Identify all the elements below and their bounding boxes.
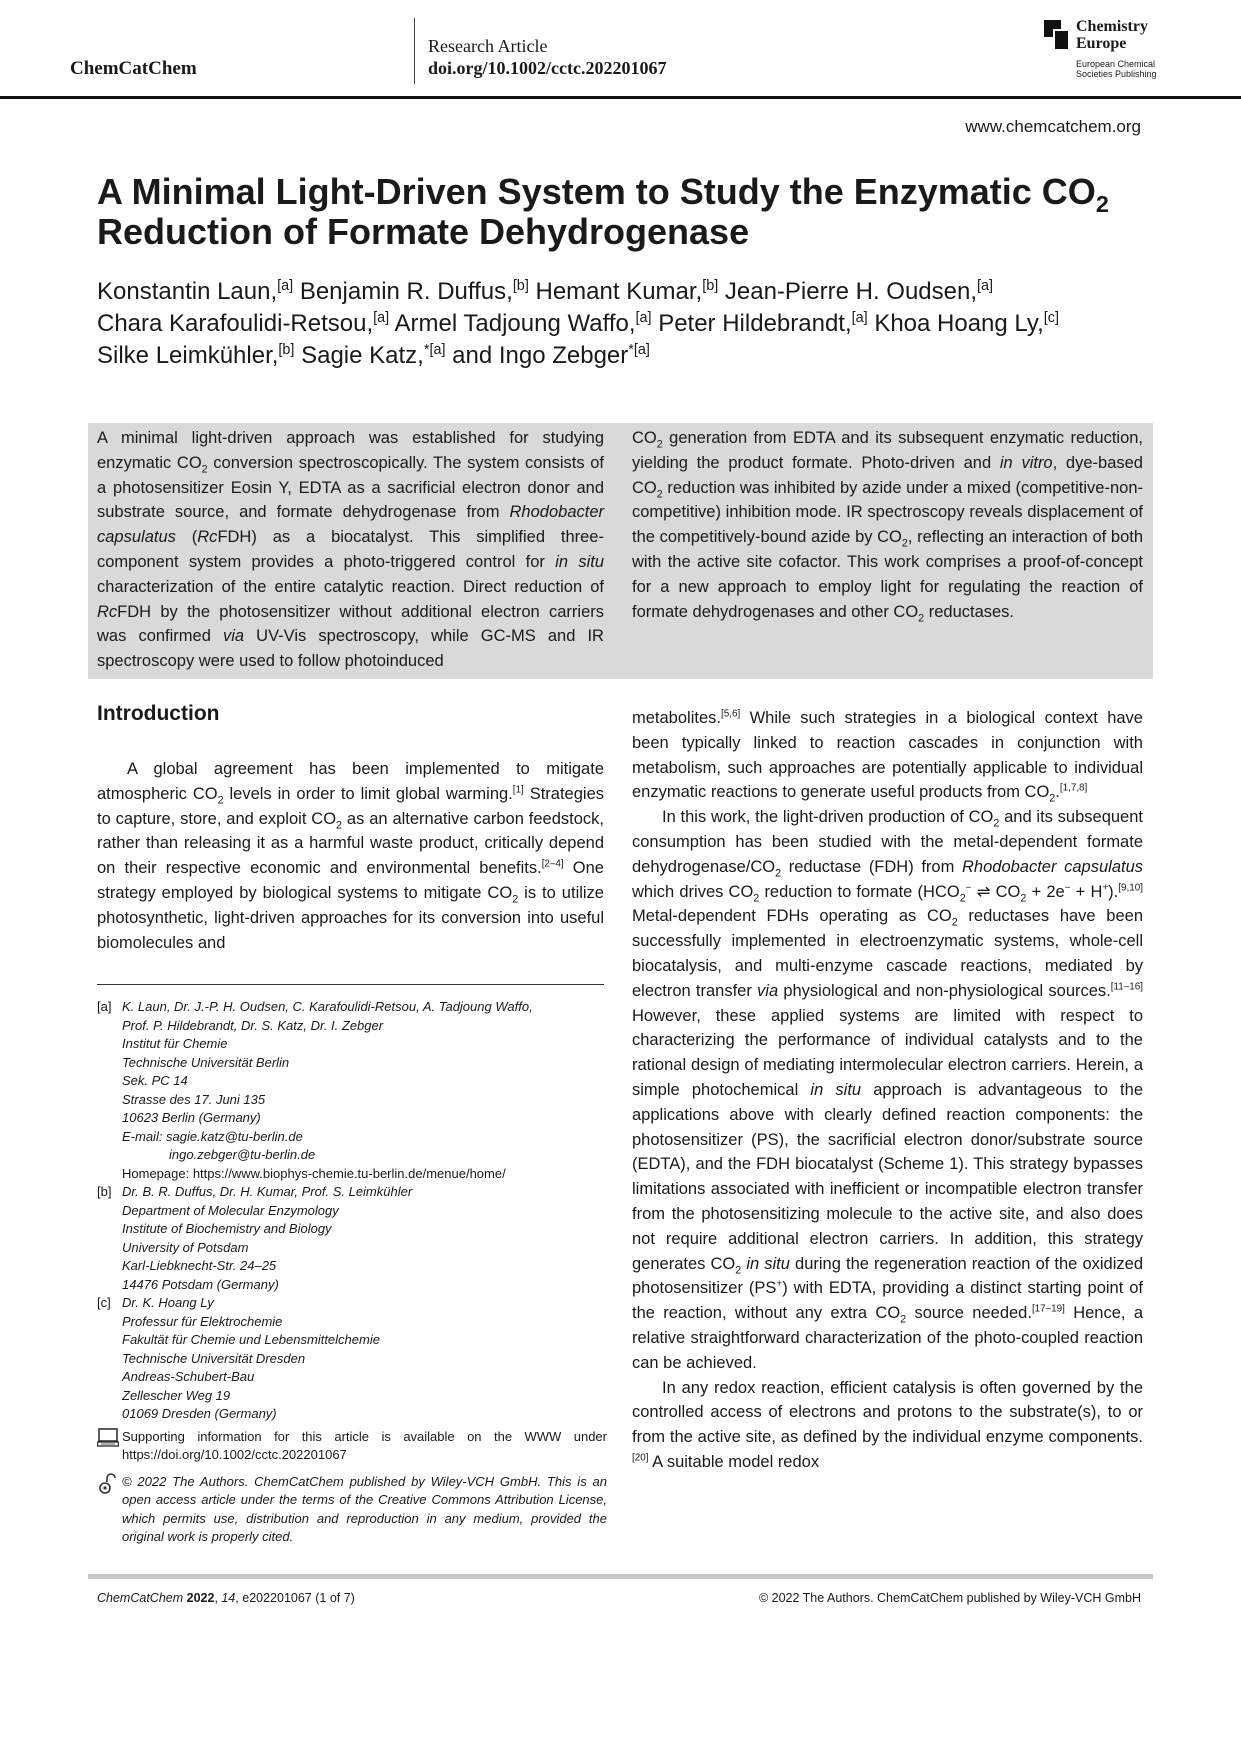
citation-ref[interactable]: [2–4] <box>541 858 564 870</box>
subscript: 2 <box>336 818 343 831</box>
article-title <box>97 172 1157 252</box>
logo-line-2: Europe <box>1076 35 1127 52</box>
journal-url-link[interactable]: www.chemcatchem.org <box>965 117 1141 136</box>
affiliation-c <box>97 1294 607 1424</box>
affiliation-line: Technische Universität Dresden <box>122 1350 306 1366</box>
affiliation-line: Sek. PC 14 <box>122 1073 188 1088</box>
affiliation-line: Karl-Liebknecht-Str. 24–25 <box>122 1258 277 1273</box>
intro-paragraph-2: In this work, the light-driven production of $CO_2$ and its subsequent consumption has been studied with the metal-dependent formate dehydrogenase/$CO_2$ reductase (FDH) from Rhodobacter capsulatus which drives $CO_2$ reduction to formate ($HCO_2^-$ ⇌ $CO_2 + 2e^- + H^+).[9,10]$ Metal-dependent FDHs operating as $CO_2$ reductases have been successfully implemented in electroenzymatic systems, whole-cell biocatalysis, and multi-enzyme cascade reactions, mediated by electron transfer via physiological and non-physiological sources.[11–16] However, these applied systems are limited with respect to characterizing the performance of individual catalysts and to the rational design of mediating intermolecular electron carriers. Herein, a simple photochemical in situ approach is advantageous to the applications above with clearly defined reaction components: the photosensitizer (PS), the sacrificial electron donor/substrate source (EDTA), and the FDH biocatalyst (Scheme 1). This strategy bypasses limitations associated with inefficient or incompatible electron transfer from the photosensitizing molecule to the active site, and also does not require additional electron carriers. In addition, this strategy generates $CO_2$ in situ during the regeneration reaction of the oxidized photosensitizer (PS+) with EDTA, providing a distinct starting point of the reaction, without any extra $CO_2$ source needed.[17–19] Hence, a relative straightforward characterization of the photo-coupled reaction can be achieved. <box>632 808 1144 1372</box>
intro-paragraph-3: In any redox reaction, efficient catalysis is often governed by the controlled access of electrons and protons to the substrate(s), to or from the active site, as defined by the individual enzyme components.[20] A suitable model redox <box>632 1378 1143 1471</box>
author-affiliation-ref: [a] <box>277 278 294 294</box>
author-name: Armel Tadjoung Waffo, <box>394 310 636 337</box>
affiliation-line: Strasse des 17. Juni 135 <box>122 1091 266 1107</box>
italic-text: Rhodobacter capsulatus <box>97 503 604 547</box>
affiliation-line: Dr. K. Hoang Ly <box>122 1295 214 1310</box>
logo-line-3: European Chemical <box>1076 59 1156 69</box>
author-name: Jean-Pierre H. Oudsen, <box>724 278 978 305</box>
header-rule <box>0 96 1241 99</box>
author-name: Silke Leimkühler, <box>97 342 279 369</box>
subscript: 2 <box>901 537 908 550</box>
affiliation-line: Technische Universität Berlin <box>122 1054 290 1070</box>
citation-ref[interactable]: [11–16] <box>1110 981 1143 993</box>
affiliation-tag: [c] <box>97 1295 111 1310</box>
subscript: 2 <box>1020 891 1027 904</box>
affiliation-line: Professur für Elektrochemie <box>122 1313 283 1329</box>
author-affiliation-ref: *[a] <box>423 342 446 358</box>
affiliation-line: Andreas-Schubert-Bau <box>122 1369 255 1384</box>
italic-text: in situ <box>555 552 604 571</box>
footer-article-number: , e202201067 (1 of 7) <box>235 1591 355 1605</box>
citation-ref[interactable]: [5,6] <box>720 708 741 720</box>
affiliation-b <box>97 1183 607 1294</box>
abstract-right-column: $CO_2$ generation from EDTA and its subsequent enzymatic reduction, yielding the product formate. Photo-driven and in vitro, dye-based $CO_2$ reduction was inhibited by azide under a mixed (competitive-non-competitive) inhibition mode. IR spectroscopy reveals displacement of the competitively-bound azide by $CO_2$, reflecting an interaction of both with the active site cofactor. This work comprises a proof-of-concept for a new approach to employ light for regulating the reaction of formate dehydrogenases and other $CO_2$ reductases. <box>632 429 1144 624</box>
intro-paragraph-1-continued: metabolites.[5,6] While such strategies in a biological context have been typically linked to reaction cascades in conjunction with metabolism, such approaches are potentially applicable to individual enzymatic reactions to generate useful products from $CO_2.[1,7,8]$ <box>632 708 1143 805</box>
open-access-icon <box>97 1473 122 1501</box>
subscript: 2 <box>656 487 663 500</box>
affiliation-tag: [b] <box>97 1184 112 1199</box>
title-line-2: Reduction of Formate Dehydrogenase <box>97 211 750 252</box>
author-name: Chara Karafoulidi-Retsou, <box>97 310 374 337</box>
italic-text: via <box>757 981 779 1000</box>
footer-year: 2022 <box>186 1591 215 1605</box>
italic-text: Rc <box>97 602 118 621</box>
logo-line-4: Societies Publishing <box>1076 69 1157 79</box>
affiliation-line: Prof. P. Hildebrandt, Dr. S. Katz, Dr. I. Zebger <box>122 1017 384 1033</box>
footer-separator: , <box>214 1591 222 1605</box>
subscript: 2 <box>959 891 966 904</box>
italic-text: Rhodobacter capsulatus <box>962 857 1144 876</box>
affiliation-line: 10623 Berlin (Germany) <box>122 1110 261 1125</box>
footer-journal: ChemCatChem <box>97 1591 184 1605</box>
author-name: Khoa Hoang Ly, <box>874 310 1044 337</box>
superscript: − <box>1064 882 1071 894</box>
author-name: and Ingo Zebger <box>452 342 629 369</box>
footer-copyright: © 2022 The Authors. ChemCatChem published by Wiley-VCH GmbH <box>758 1591 1141 1605</box>
introduction-left-column <box>97 757 604 955</box>
affiliation-line: K. Laun, Dr. J.-P. H. Oudsen, C. Karafoulidi-Retsou, A. Tadjoung Waffo, <box>122 999 533 1014</box>
author-affiliation-ref: [a] <box>851 310 868 326</box>
citation-ref[interactable]: [1,7,8] <box>1059 782 1088 794</box>
supporting-info-text[interactable]: Supporting information for this article is available on the WWW under https://doi.org/10.1002/cctc.202201067 <box>122 1428 607 1462</box>
article-type: Research Article <box>428 36 548 56</box>
author-list <box>97 276 1157 372</box>
supporting-info-note <box>97 1428 607 1465</box>
author-name: Sagie Katz, <box>301 342 424 369</box>
subscript: 2 <box>918 611 925 624</box>
affiliation-line: Zellescher Weg 19 <box>122 1387 231 1403</box>
citation-ref[interactable]: [1] <box>512 784 524 796</box>
citation-ref[interactable]: [20] <box>632 1452 649 1464</box>
footer-volume: 14 <box>221 1591 236 1605</box>
subscript: 2 <box>656 438 663 451</box>
footer-citation <box>97 1591 355 1605</box>
license-text: © 2022 The Authors. ChemCatChem published by Wiley-VCH GmbH. This is an open access article under the terms of the Creative Commons Attribution License, which permits use, distribution and reproduction in any medium, provided the original work is properly cited. <box>122 1473 607 1544</box>
affiliation-a <box>97 998 607 1183</box>
citation-ref[interactable]: [17–19] <box>1031 1303 1065 1315</box>
superscript: + <box>776 1278 783 1290</box>
section-heading-introduction: Introduction <box>97 702 220 725</box>
email-link[interactable]: E-mail: sagie.katz@tu-berlin.de <box>122 1128 303 1144</box>
logo-line-1: Chemistry <box>1076 18 1148 35</box>
author-affiliation-ref: [c] <box>1043 310 1059 326</box>
affiliation-line: 14476 Potsdam (Germany) <box>122 1276 279 1292</box>
italic-text: via <box>222 627 245 646</box>
author-affiliation-ref: [a] <box>635 310 652 326</box>
superscript: − <box>965 882 972 894</box>
author-affiliation-ref: [a] <box>373 310 390 326</box>
affiliation-line: Institut für Chemie <box>122 1036 228 1051</box>
subscript: 2 <box>1049 792 1056 805</box>
introduction-right-column <box>632 706 1143 1475</box>
chemistry-europe-logo-icon <box>1044 20 1070 50</box>
title-line-1: A Minimal Light-Driven System to Study the Enzymatic CO <box>97 171 1096 212</box>
article-doi-link[interactable]: doi.org/10.1002/cctc.202201067 <box>428 58 667 78</box>
affiliation-line: Department of Molecular Enzymology <box>122 1202 339 1218</box>
affiliation-tag: [a] <box>97 999 112 1014</box>
affiliation-divider <box>97 984 604 985</box>
italic-text: in vitro <box>999 453 1053 472</box>
chemistry-europe-logo[interactable] <box>1044 18 1174 82</box>
author-name: Hemant Kumar, <box>535 278 703 305</box>
subscript: 2 <box>217 794 224 807</box>
italic-text: in situ <box>810 1080 862 1099</box>
italic-text: Rc <box>197 528 218 547</box>
email-link[interactable]: ingo.zebger@tu-berlin.de <box>169 1147 316 1162</box>
subscript: 2 <box>900 1313 907 1326</box>
superscript: + <box>1102 882 1109 894</box>
abstract-left-column: A minimal light-driven approach was established for studying enzymatic $CO_2$ conversion spectroscopically. The system consists of a photosensitizer Eosin Y, EDTA as a sacrificial electron donor and substrate source, and formate dehydrogenase from Rhodobacter capsulatus (RcFDH) as a biocatalyst. This simplified three-component system provides a photo-triggered control for in situ characterization of the entire catalytic reaction. Direct reduction of RcFDH by the photosensitizer without additional electron carriers was confirmed via UV-Vis spectroscopy, while GC-MS and IR spectroscopy were used to follow photoinduced <box>97 429 605 671</box>
author-name: Konstantin Laun, <box>97 278 278 305</box>
author-affiliation-ref: [b] <box>278 342 295 358</box>
author-affiliation-ref: [a] <box>977 278 994 294</box>
footer-rule <box>88 1574 1153 1579</box>
italic-text: in situ <box>746 1254 790 1273</box>
affiliation-line: 01069 Dresden (Germany) <box>122 1406 277 1421</box>
subscript: 2 <box>735 1263 742 1276</box>
affiliations-block <box>97 998 607 1547</box>
author-affiliation-ref: *[a] <box>628 342 650 358</box>
homepage-link[interactable]: Homepage: https://www.biophys-chemie.tu-berlin.de/menue/home/ <box>122 1165 506 1181</box>
subscript: 2 <box>512 893 519 906</box>
journal-name: ChemCatChem <box>70 58 197 79</box>
computer-icon <box>97 1428 122 1454</box>
subscript: 2 <box>951 916 958 929</box>
subscript: 2 <box>993 817 1000 830</box>
affiliation-line: Dr. B. R. Duffus, Dr. H. Kumar, Prof. S. Leimkühler <box>122 1184 413 1199</box>
header-divider <box>414 18 415 84</box>
license-note <box>97 1473 607 1547</box>
subscript: 2 <box>775 867 782 880</box>
intro-paragraph-1: A global agreement has been implemented to mitigate atmospheric $CO_2$ levels in order to limit global warming.[1] Strategies to capture, store, and exploit $CO_2$ as an alternative carbon feedstock, rather than releasing it as a harmful waste product, critically depend on their respective economic and environmental benefits.[2–4] One strategy employed by biological systems to mitigate $CO_2$ is to utilize photosynthetic, light-driven approaches for its conversion into useful biomolecules and <box>97 760 605 952</box>
subscript: 2 <box>753 891 760 904</box>
author-name: Peter Hildebrandt, <box>658 310 852 337</box>
author-affiliation-ref: [b] <box>512 278 529 294</box>
affiliation-line: Institute of Biochemistry and Biology <box>122 1221 332 1236</box>
affiliation-line: University of Potsdam <box>122 1239 249 1255</box>
citation-ref[interactable]: [9,10] <box>1118 882 1143 894</box>
author-name: Benjamin R. Duffus, <box>299 278 513 305</box>
author-affiliation-ref: [b] <box>702 278 719 294</box>
title-subscript: 2 <box>1095 191 1109 218</box>
affiliation-line: Fakultät für Chemie und Lebensmittelchemie <box>122 1332 380 1347</box>
subscript: 2 <box>201 463 208 476</box>
